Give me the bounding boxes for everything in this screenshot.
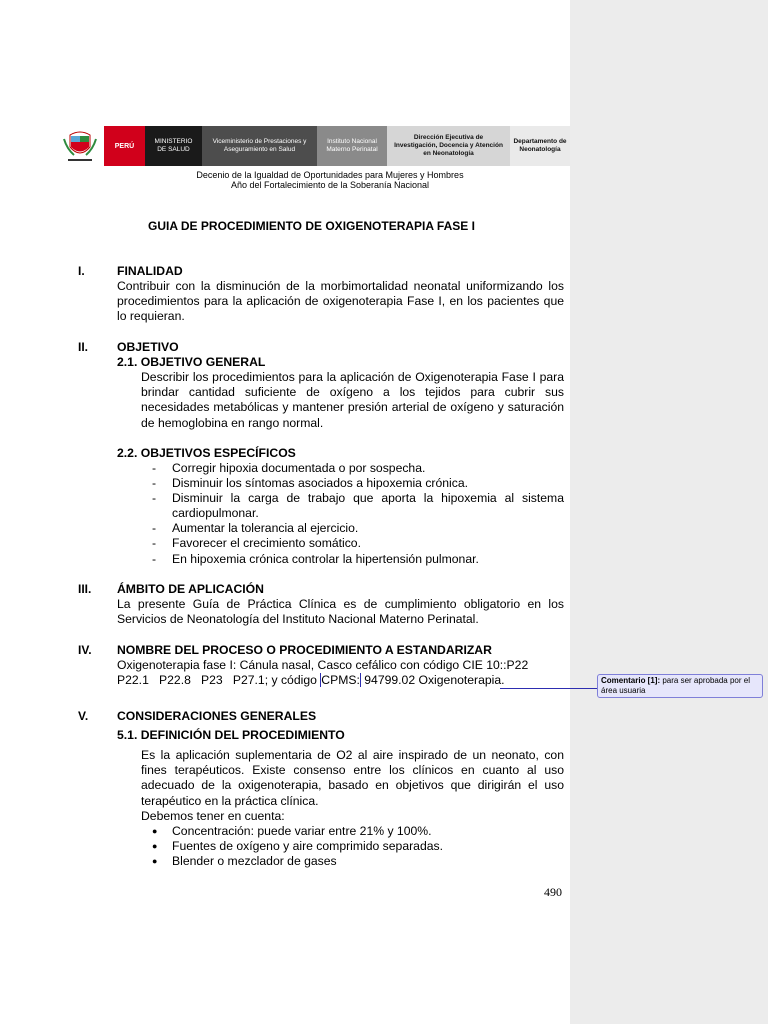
section-heading: NOMBRE DEL PROCESO O PROCEDIMIENTO A ESTANDARIZAR [117, 643, 492, 657]
section-text: Oxigenoterapia fase I: Cánula nasal, Casco cefálico con código CIE 10::P22 [117, 658, 529, 672]
subsection-heading: 2.1. OBJETIVO GENERAL [117, 355, 266, 369]
section-text: Contribuir con la disminución de la morbimortalidad neonatal uniformizando los procedimientos para la aplicación de oxigenoterapia Fase I, en los pacientes que lo requieran. [117, 279, 564, 324]
viceministerio-label: Viceministerio de Prestaciones y Aseguramiento en Salud [202, 126, 317, 166]
section-heading: OBJETIVO [117, 340, 179, 354]
document-title: GUIA DE PROCEDIMIENTO DE OXIGENOTERAPIA FASE I [148, 219, 475, 233]
ministerio-label: MINISTERIO DE SALUD [145, 126, 202, 166]
header-banner [55, 126, 637, 166]
comment-connector [500, 688, 597, 689]
subsection-heading: 5.1. DEFINICIÓN DEL PROCEDIMIENTO [117, 728, 345, 742]
departamento-label: Departamento de Neonatología [510, 126, 570, 166]
page-number: 490 [544, 885, 562, 899]
section-heading: CONSIDERACIONES GENERALES [117, 709, 317, 723]
section-heading: ÁMBITO DE APLICACIÓN [117, 582, 264, 596]
comment-text: para ser aprobada por el área usuaria [601, 676, 750, 695]
comment-anchor[interactable]: CPMS: [321, 673, 360, 687]
document-page: PERÚ MINISTERIO DE SALUD Viceministerio de Prestaciones y Aseguramiento en Salud Instituto Nacional Materno Perinatal Dirección Ejecutiva de Investigación, Docencia y Atención en Neonatología Departamento de Neonatología Decenio de la Igualdad de Oportunidades para Mujeres y Hombres Año del Fortalecimiento de la Soberanía Nacional GUIA DE PROCEDIMIENTO DE OXIGENOTERAPIA FASE I I. FINALIDAD Contribuir con la disminución de la morbimortalidad neonatal uniformizando los procedimientos para la aplicación de oxigenoterapia Fase I, en los pacientes que lo requieran. II. OBJETIVO 2.1. OBJETIVO GENERAL Describir los procedimientos para la aplicación de Oxigenoterapia Fase I para brindar cantidad suficiente de oxígeno a los tejidos para cubrir sus necesidades metabólicas y mantener presión arterial de oxígeno y saturación de hemoglobina en rango normal. 2.2. OBJETIVOS ESPECÍFICOS - Corregir hipoxia documentada o por sospecha. - Disminuir los síntomas asociados a hipoxemia crónica. - Disminuir la carga de trabajo que aporta la hipoxemia al sistema cardiopulmonar. - Aumentar la tolerancia al ejercicio. - Favorecer el crecimiento somático. - En hipoxemia crónica controlar la hipertensión pulmonar. III. ÁMBITO DE APLICACIÓN La presente Guía de Práctica Clínica es de cumplimiento obligatorio en los Servicios de Neonatología del Instituto Nacional Materno Perinatal. IV. NOMBRE DEL PROCESO O PROCEDIMIENTO A ESTANDARIZAR Oxigenoterapia fase I: Cánula nasal, Casco cefálico con código CIE 10::P22 P22.1 P22.8 P23 P27.1; y código CPMS: 94799.02 Oxigenoterapia. V. CONSIDERACIONES GENERALES 5.1. DEFINICIÓN DEL PROCEDIMIENTO Es la aplicación suplementaria de O2 al aire inspirado de un neonato, con fines terapéuticos. Existe consenso entre los clínicos en cuanto al uso adecuado de la oxigenoterapia, basado en objetivos que dirigirán el uso terapéutico en la práctica clínica. Debemos tener en cuenta: ● Concentración: puede variar entre 21% y 100%. ● Fuentes de oxígeno y aire comprimido separadas. ● Blender o mezclador de gases 490 [0, 0, 570, 1024]
section-heading: FINALIDAD [117, 264, 183, 278]
section-text: La presente Guía de Práctica Clínica es de cumplimiento obligatorio en los Servicios de Neonatología del Instituto Nacional Materno Perinatal. [117, 597, 564, 627]
coat-of-arms-logo [55, 126, 104, 166]
decenio-line-1: Decenio de la Igualdad de Oportunidades para Mujeres y Hombres [196, 170, 464, 180]
comment-balloon[interactable] [597, 674, 763, 698]
decenio-line-2: Año del Fortalecimiento de la Soberanía Nacional [230, 180, 430, 190]
section-text: Es la aplicación suplementaria de O2 al aire inspirado de un neonato, con fines terapéuticos. Existe consenso entre los clínicos en cuanto al uso adecuado de la oxigenoterapia, basado en objetivos que dirigirán el uso terapéutico en la práctica clínica. [141, 748, 564, 808]
comments-margin [570, 0, 768, 1024]
section-number: I. [78, 264, 85, 278]
section-text-line: P22.1 P22.8 P23 P27.1; y código CPMS: 94799.02 Oxigenoterapia. [117, 673, 505, 687]
direccion-label: Dirección Ejecutiva de Investigación, Docencia y Atención en Neonatología [387, 126, 510, 166]
instituto-label: Instituto Nacional Materno Perinatal [317, 126, 387, 166]
section-number: III. [78, 582, 92, 596]
section-text: Describir los procedimientos para la aplicación de Oxigenoterapia Fase I para brindar cantidad suficiente de oxígeno a los tejidos para cubrir sus necesidades metabólicas y mantener presión arterial de oxígeno y saturación de hemoglobina en rango normal. [141, 370, 564, 430]
section-number: IV. [78, 643, 92, 657]
section-text: Debemos tener en cuenta: [141, 809, 285, 823]
peru-label: PERÚ [104, 126, 145, 166]
comment-label: Comentario [1]: [601, 676, 661, 685]
section-number: V. [78, 709, 89, 723]
subsection-heading: 2.2. OBJETIVOS ESPECÍFICOS [117, 446, 296, 460]
section-number: II. [78, 340, 89, 354]
